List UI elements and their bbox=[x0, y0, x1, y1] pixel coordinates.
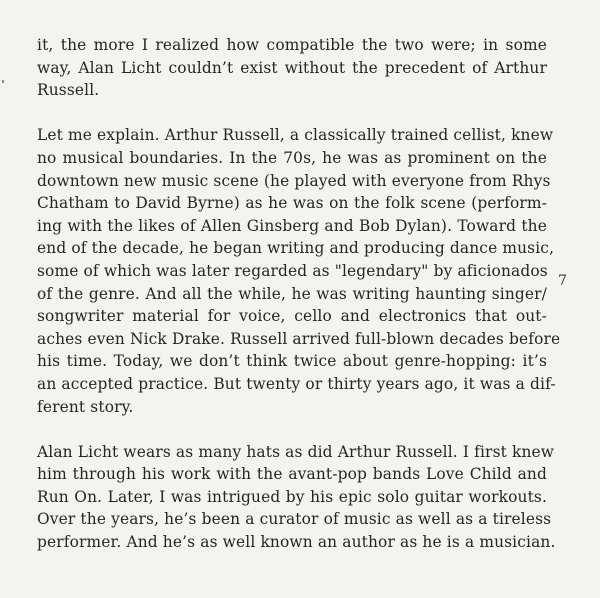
text-line: downtown new music scene (he played with everyone from Rhys bbox=[37, 171, 551, 190]
edge-mark bbox=[2, 80, 4, 83]
text-line: of the genre. And all the while, he was writing haunting singer/ bbox=[37, 284, 547, 303]
text-line: Over the years, he’s been a curator of music as well as a tireless bbox=[37, 510, 552, 529]
text-line: Let me explain. Arthur Russell, a classically trained cellist, knew bbox=[37, 126, 554, 145]
text-line: Run On. Later, I was intrigued by his epic solo guitar workouts. bbox=[37, 487, 547, 506]
text-column bbox=[37, 34, 561, 576]
text-line: no musical boundaries. In the 70s, he was as prominent on the bbox=[37, 148, 547, 167]
text-line: songwriter material for voice, cello and electronics that out- bbox=[37, 307, 547, 326]
text-line: end of the decade, he began writing and producing dance music, bbox=[37, 239, 555, 258]
text-line: his time. Today, we don’t think twice about genre-hopping: it’s bbox=[37, 352, 547, 371]
text-line: some of which was later regarded as "legendary" by aficionados bbox=[37, 261, 548, 280]
text-line: Alan Licht wears as many hats as did Arthur Russell. I first knew bbox=[37, 442, 555, 461]
text-line: him through his work with the avant-pop bands Love Child and bbox=[37, 465, 547, 484]
text-line: Chatham to David Byrne) as he was on the folk scene (perform- bbox=[37, 194, 547, 213]
paragraph-1 bbox=[37, 34, 547, 102]
paragraph-2 bbox=[37, 124, 561, 418]
text-line: ferent story. bbox=[37, 397, 134, 416]
paragraph-3 bbox=[37, 441, 556, 554]
text-line: Russell. bbox=[37, 81, 100, 100]
text-line: performer. And he’s as well known an author as he is a musician. bbox=[37, 533, 556, 552]
page-number: 7 bbox=[558, 273, 567, 289]
text-line: ing with the likes of Allen Ginsberg and Bob Dylan). Toward the bbox=[37, 216, 547, 235]
text-line: aches even Nick Drake. Russell arrived full-blown decades before bbox=[37, 329, 561, 348]
text-line: it, the more I realized how compatible the two were; in some bbox=[37, 36, 547, 54]
text-line: way, Alan Licht couldn’t exist without the precedent of Arthur bbox=[37, 58, 547, 77]
text-line: an accepted practice. But twenty or thirty years ago, it was a dif- bbox=[37, 374, 556, 393]
